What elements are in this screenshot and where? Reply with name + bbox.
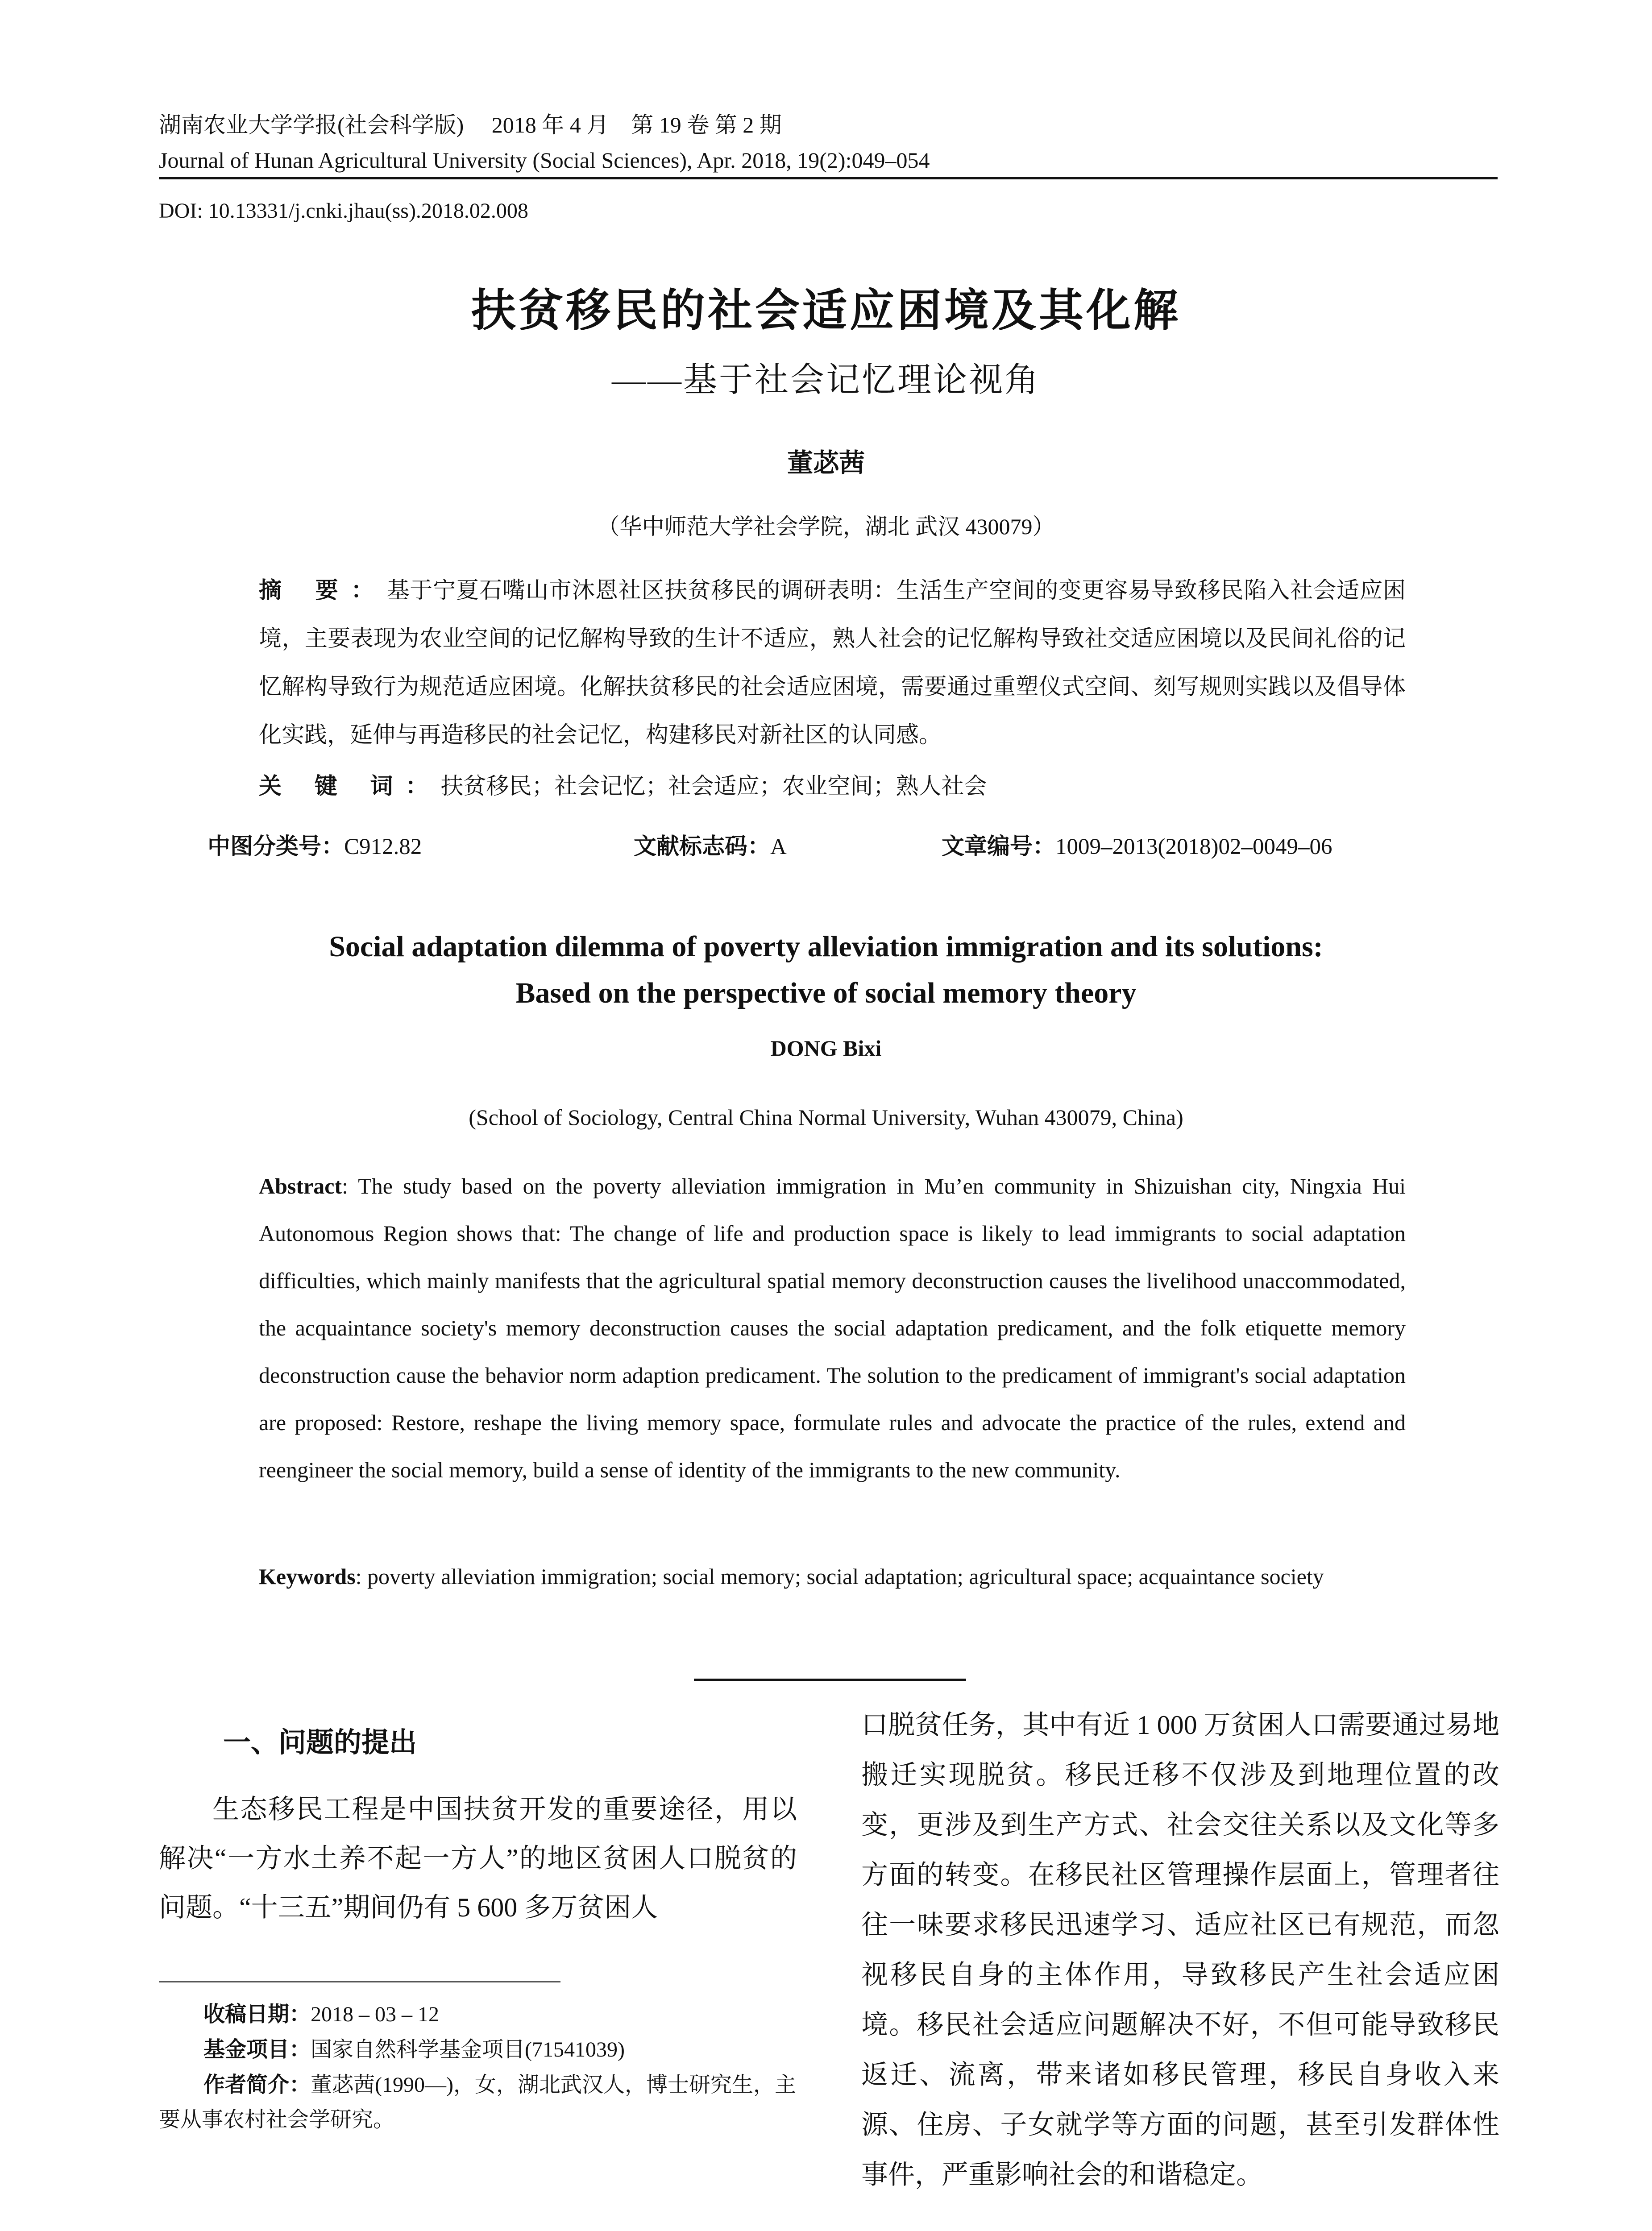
bio-label: 作者简介： [203, 2072, 311, 2097]
abstract-cn [259, 567, 1406, 759]
document-code-label: 文献标志码： [634, 834, 771, 860]
page-title-en-line2: Based on the perspective of social memory theory [515, 977, 1137, 1009]
clc-number [208, 828, 422, 861]
document-code [634, 828, 787, 861]
body-text-right-column: 口脱贫任务，其中有近 1 000 万贫困人口需要通过易地搬迁实现脱贫。移民迁移不仅涉及到地理位置的改变，更涉及到生产方式、社会交往关系以及文化等多方面的转变。在移民社区管理操作层面上，管理者往往一味要求移民迅速学习、适应社区已有规范，而忽视移民自身的主体作用，导致移民产生社会适应困境。移民社会适应问题解决不好，不但可能导致移民返迁、流离，带来诸如移民管理，移民自身收入来源、住房、子女就学等方面的问题，甚至引发群体性事件，严重影响社会的和谐稳定。 [861, 1710, 1499, 2190]
affiliation-cn: （华中师范大学社会学院，湖北 武汉 430079） [597, 514, 1055, 539]
footnote-divider [159, 1981, 560, 1982]
article-number [942, 828, 1332, 861]
document-code-value: A [770, 834, 787, 859]
keywords-en [259, 1553, 1406, 1600]
fund-label: 基金项目： [203, 2037, 311, 2062]
fund-value: 国家自然科学基金项目(71541039) [311, 2038, 625, 2061]
page-title-en-line1: Social adaptation dilemma of poverty alleviation immigration and its solutions: [329, 930, 1323, 963]
keywords-en-label: Keywords [259, 1564, 356, 1589]
journal-header-en: Journal of Hunan Agricultural University (Social Sciences), Apr. 2018, 19(2):049–054 [159, 148, 930, 173]
journal-header-cn: 湖南农业大学学报(社会科学版) 2018 年 4 月 第 19 卷 第 2 期 [159, 112, 782, 137]
page-title-cn: 扶贫移民的社会适应困境及其化解 [471, 284, 1181, 336]
author-cn: 董苾茜 [787, 448, 865, 478]
footnotes [159, 1997, 797, 2137]
article-number-label: 文章编号： [942, 834, 1056, 860]
page-title-en [0, 924, 1652, 1016]
doi: DOI: 10.13331/j.cnki.jhau(ss).2018.02.008 [159, 199, 528, 223]
abstract-en [259, 1162, 1406, 1493]
affiliation-en: (School of Sociology, Central China Normal University, Wuhan 430079, China) [469, 1105, 1183, 1130]
abstract-en-text: : The study based on the poverty alleviation immigration in Mu’en community in Shizuishan city, Ningxia Hui Autonomous Region shows that: The change of life and production space is likely to lead immigrants to social adaptation difficulties, which mainly manifests that the agricultural spatial memory deconstruction causes the livelihood unaccommodated, the acquaintance society's memory deconstruction causes the social adaptation predicament, and the folk etiquette memory deconstruction cause the behavior norm adaption predicament. The solution to the predicament of immigrant's social adaptation are proposed: Restore, reshape the living memory space, formulate rules and advocate the practice of the rules, extend and reengineer the social memory, build a sense of identity of the immigrants to the new community. [259, 1174, 1406, 1482]
received-label: 收稿日期： [203, 2002, 311, 2027]
section-heading: 一、问题的提出 [223, 1726, 417, 1758]
abstract-cn-text: 基于宁夏石嘴山市沐恩社区扶贫移民的调研表明：生活生产空间的变更容易导致移民陷入社会适应困境，主要表现为农业空间的记忆解构导致的生计不适应，熟人社会的记忆解构导致社交适应困境以及民间礼俗的记忆解构导致行为规范适应困境。化解扶贫移民的社会适应困境，需要通过重塑仪式空间、刻写规则实践以及倡导体化实践，延伸与再造移民的社会记忆，构建移民对新社区的认同感。 [259, 578, 1406, 748]
author-en: DONG Bixi [770, 1036, 882, 1061]
section-divider [694, 1679, 966, 1681]
footnote-fund [159, 2032, 797, 2067]
keywords-en-text: : poverty alleviation immigration; social memory; social adaptation; agricultural space; acquaintance society [355, 1564, 1324, 1589]
clc-value: C912.82 [344, 834, 422, 859]
footnote-bio [159, 2067, 797, 2137]
clc-label: 中图分类号： [208, 834, 345, 860]
header-divider [159, 177, 1498, 179]
keywords-cn [259, 767, 1406, 800]
keywords-cn-label: 关 键 词： [259, 773, 441, 800]
keywords-cn-text: 扶贫移民；社会记忆；社会适应；农业空间；熟人社会 [440, 774, 987, 799]
subtitle-cn: ——基于社会记忆理论视角 [612, 361, 1040, 399]
article-number-value: 1009–2013(2018)02–0049–06 [1055, 834, 1332, 859]
abstract-cn-label: 摘 要： [259, 577, 387, 604]
body-text-left-column: 生态移民工程是中国扶贫开发的重要途径，用以解决“一方水土养不起一方人”的地区贫困人口脱贫的问题。“十三五”期间仍有 5 600 多万贫困人 [159, 1795, 797, 1922]
bio-value: 董苾茜(1990—)，女，湖北武汉人，博士研究生，主要从事农村社会学研究。 [159, 2073, 796, 2131]
footnote-received [159, 1997, 797, 2032]
abstract-en-label: Abstract [259, 1174, 342, 1198]
received-value: 2018 – 03 – 12 [311, 2003, 440, 2026]
